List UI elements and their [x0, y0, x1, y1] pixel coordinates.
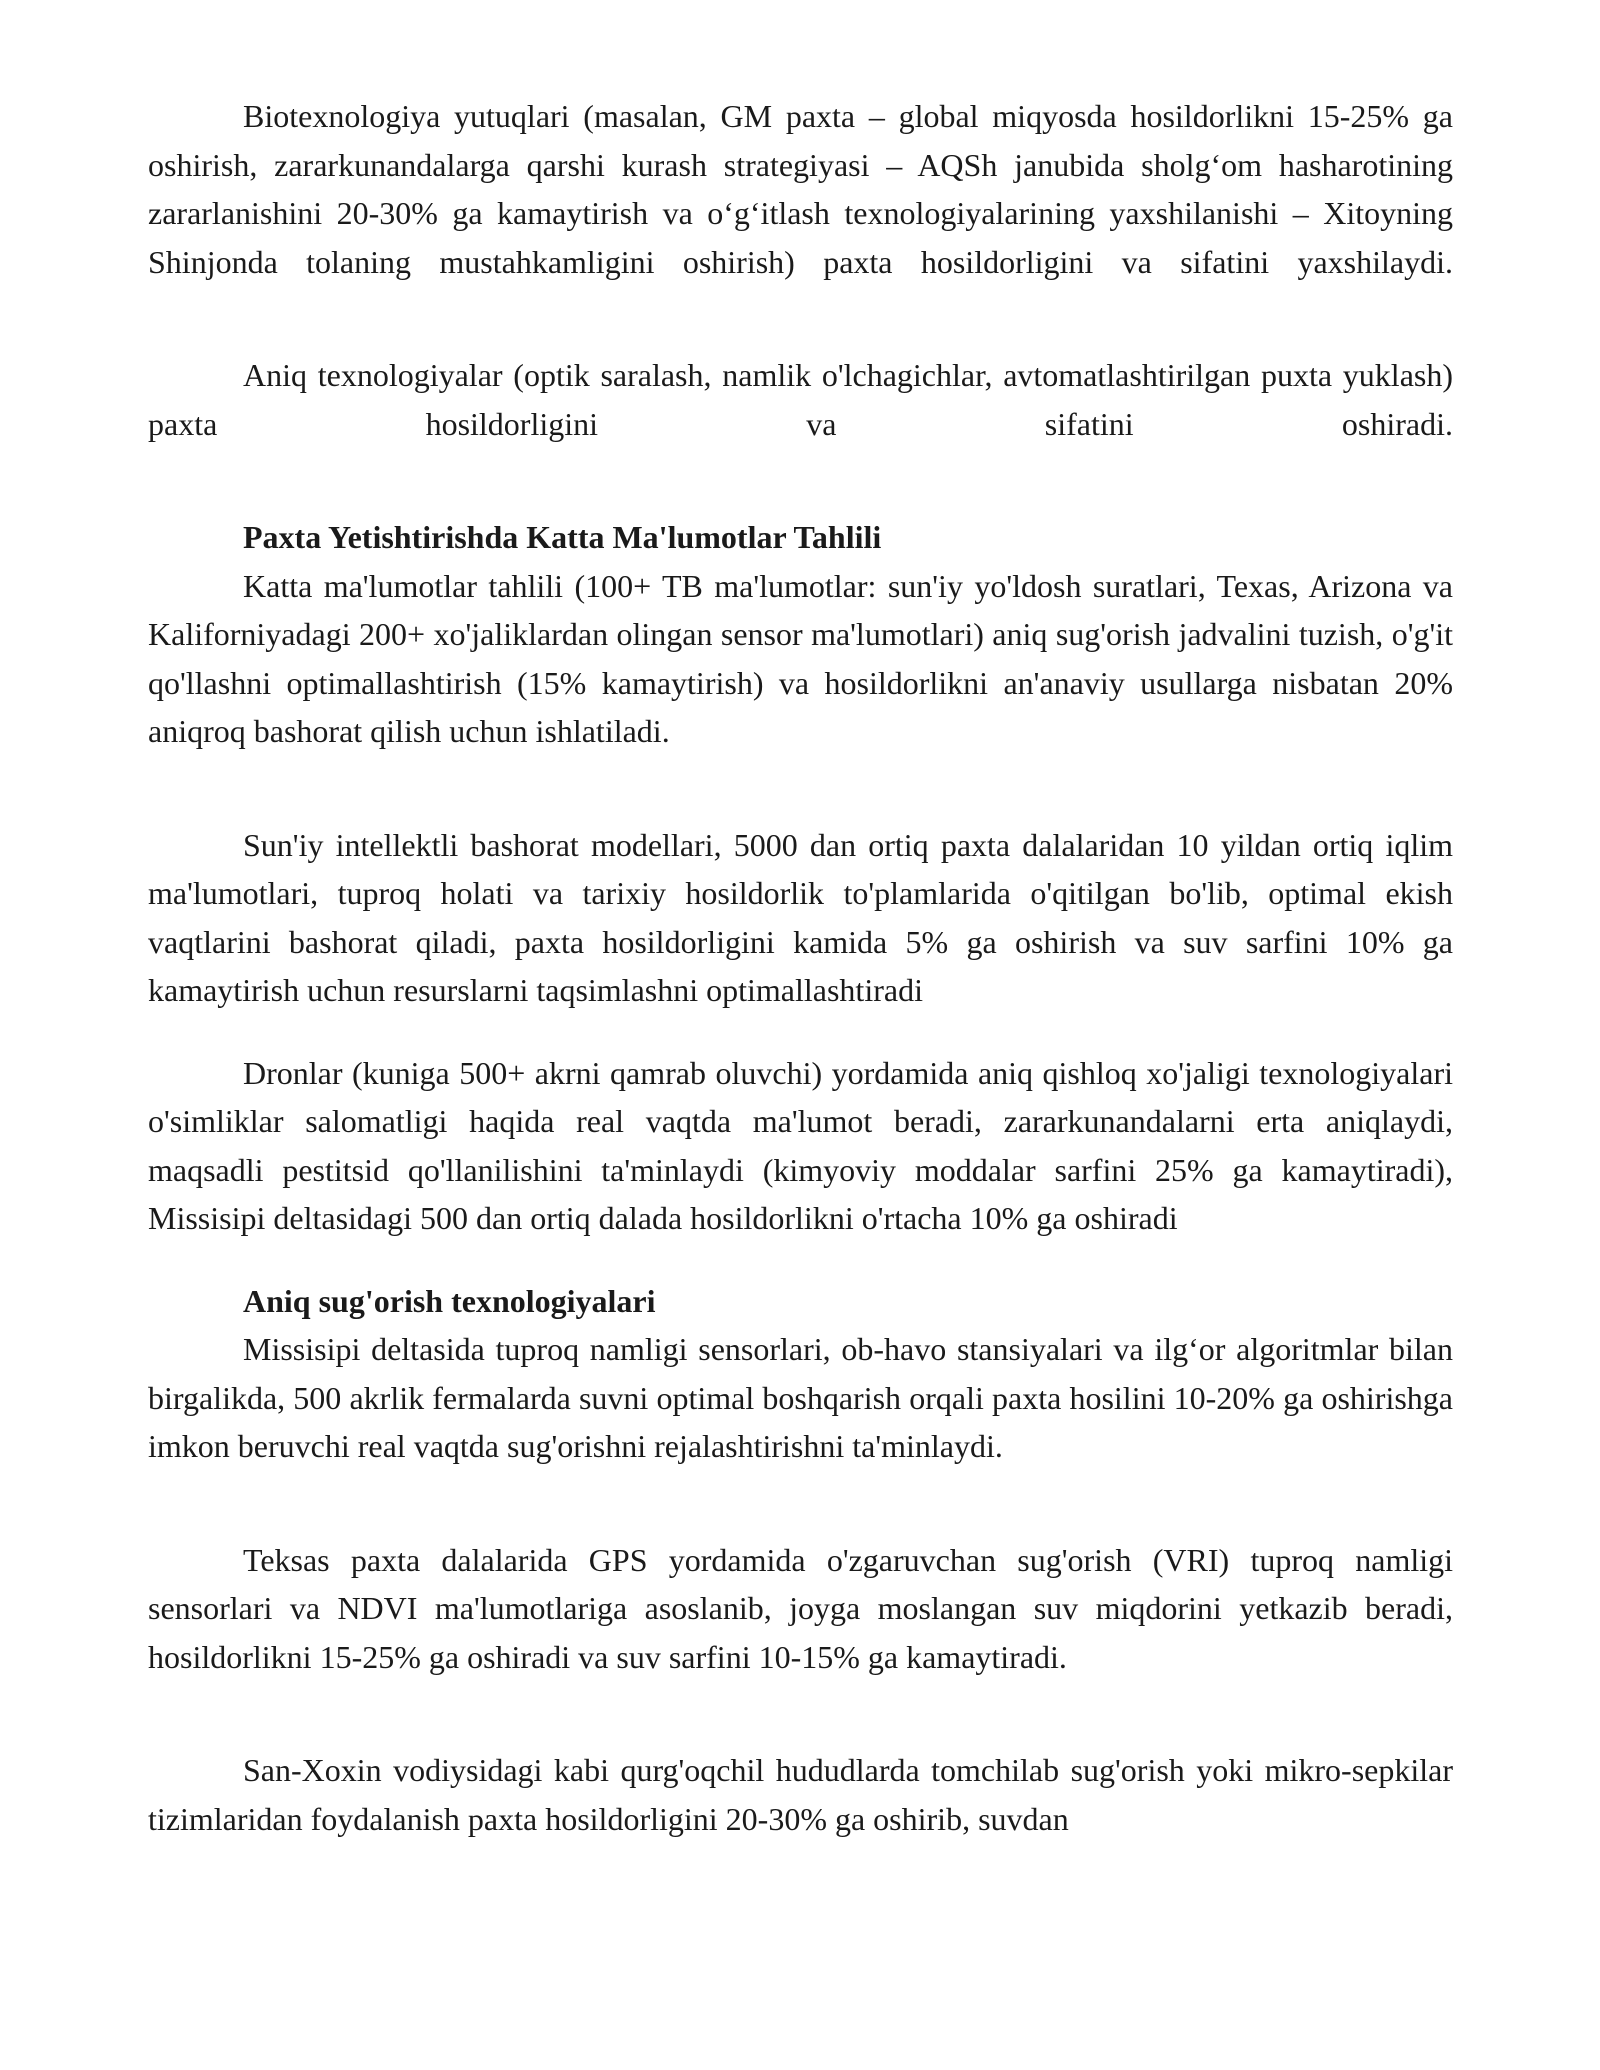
document-page [148, 92, 1453, 1843]
paragraph-spacer [148, 1681, 1453, 1746]
paragraph-spacer [148, 448, 1453, 513]
paragraph-big-data: Katta ma'lumotlar tahlili (100+ TB ma'lumotlar: sun'iy yo'ldosh suratlari, Texas, Arizona va Kaliforniyadagi 200+ xo'jaliklardan olingan sensor ma'lumotlari) aniq sug'orish jadvalini tuzish, o'g'it qo'llashni optimallashtirish (15% kamaytirish) va hosildorlikni an'anaviy usullarga nisbatan 20% aniqroq bashorat qilish uchun ishlatiladi. [148, 567, 1453, 749]
paragraph-biotechnology: Biotexnologiya yutuqlari (masalan, GM paxta – global miqyosda hosildorlikni 15-25% ga oshirish, zararkunandalarga qarshi kurash strategiyasi – AQSh janubida sholg‘om hasharotining zararlanishini 20-30% ga kamaytirish va o‘g‘itlash texnologiyalarining yaxshilanishi – Xitoyning Shinjonda tolaning mustahkamligini oshirish) paxta hosildorligini va sifatini yaxshilaydi. [148, 98, 1453, 280]
paragraph-drip-irrigation: San-Xoxin vodiysidagi kabi qurg'oqchil hududlarda tomchilab sug'orish yoki mikro-sepkilar tizimlaridan foydalanish paxta hosildorligini 20-30% ga oshirib, suvdan [148, 1752, 1453, 1837]
paragraph-ai-models: Sun'iy intellektli bashorat modellari, 5000 dan ortiq paxta dalalaridan 10 yildan ortiq iqlim ma'lumotlari, tuproq holati va tarixiy hosildorlik to'plamlarida o'qitilgan bo'lib, optimal ekish vaqtlarini bashorat qiladi, paxta hosildorligini kamida 5% ga oshirish va suv sarfini 10% ga kamaytirish uchun resurslarni taqsimlashni optimallashtiradi [148, 826, 1453, 1008]
paragraph-mississippi-irrigation: Missisipi deltasida tuproq namligi sensorlari, ob-havo stansiyalari va ilg‘or algoritmlar bilan birgalikda, 500 akrlik fermalarda suvni optimal boshqarish orqali paxta hosilini 10-20% ga oshirishga imkon beruvchi real vaqtda sug'orishni rejalashtirishni ta'minlaydi. [148, 1331, 1453, 1464]
paragraph-spacer [148, 1471, 1453, 1536]
paragraph-drones: Dronlar (kuniga 500+ akrni qamrab oluvchi) yordamida aniq qishloq xo'jaligi texnologiyalari o'simliklar salomatligi haqida real vaqtda ma'lumot beradi, zararkunandalarni erta aniqlaydi, maqsadli pestitsid qo'llanilishini ta'minlaydi (kimyoviy moddalar sarfini 25% ga kamaytiradi), Missisipi deltasidagi 500 dan ortiq dalada hosildorlikni o'rtacha 10% ga oshiradi [148, 1054, 1453, 1236]
paragraph-spacer [148, 1243, 1453, 1277]
paragraph-spacer [148, 756, 1453, 821]
paragraph-spacer [148, 286, 1453, 351]
heading-big-data: Paxta Yetishtirishda Katta Ma'lumotlar Tahlili [243, 519, 882, 555]
paragraph-precision-technologies: Aniq texnologiyalar (optik saralash, namlik o'lchagichlar, avtomatlashtirilgan puxta yuklash) paxta hosildorligini va sifatini oshiradi. [148, 357, 1453, 442]
paragraph-spacer [148, 1015, 1453, 1049]
heading-precision-irrigation: Aniq sug'orish texnologiyalari [243, 1282, 656, 1319]
paragraph-texas-vri: Teksas paxta dalalarida GPS yordamida o'zgaruvchan sug'orish (VRI) tuproq namligi sensorlari va NDVI ma'lumotlariga asoslanib, joyga moslangan suv miqdorini yetkazib beradi, hosildorlikni 15-25% ga oshiradi va suv sarfini 10-15% ga kamaytiradi. [148, 1541, 1453, 1675]
